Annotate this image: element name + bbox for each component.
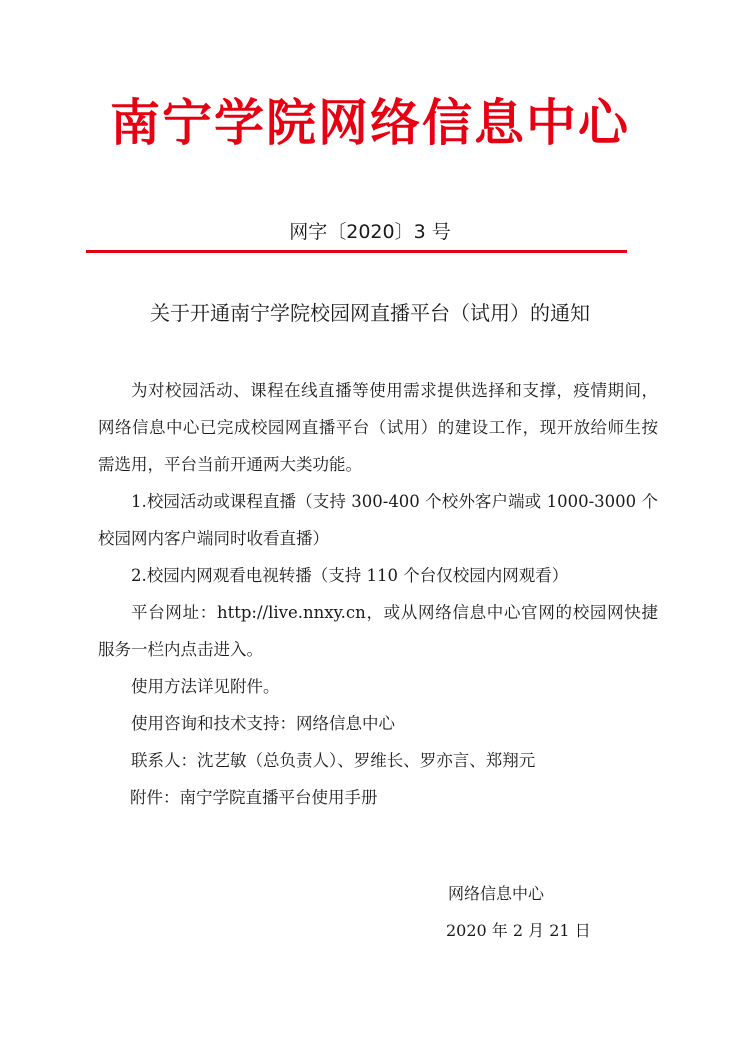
body-paragraph-platform-url: 平台网址：http://live.nnxy.cn，或从网络信息中心官网的校园网快捷服务一栏内点击进入。 xyxy=(98,603,658,659)
document-title: 关于开通南宁学院校园网直播平台（试用）的通知 xyxy=(150,301,590,325)
body-paragraph-contacts: 联系人：沈艺敏（总负责人）、罗维长、罗亦言、郑翔元 xyxy=(131,751,536,770)
masthead-org-name: 南宁学院网络信息中心 xyxy=(110,94,630,152)
body-paragraph-feature-2: 2.校园内网观看电视转播（支持 110 个台仅校园内网观看） xyxy=(131,566,569,585)
document-body xyxy=(98,372,658,816)
body-paragraph-feature-1: 1.校园活动或课程直播（支持 300-400 个校外客户端或 1000-3000 个校园网内客户端同时收看直播） xyxy=(98,492,658,548)
signature-block xyxy=(448,875,591,949)
body-paragraph-support: 使用咨询和技术支持：网络信息中心 xyxy=(131,714,395,733)
red-divider-line xyxy=(86,250,627,253)
body-paragraph-usage: 使用方法详见附件。 xyxy=(131,677,280,696)
signature-date: 2020 年 2 月 21 日 xyxy=(446,921,591,940)
body-paragraph-intro: 为对校园活动、课程在线直播等使用需求提供选择和支撑，疫情期间，网络信息中心已完成校园网直播平台（试用）的建设工作，现开放给师生按需选用，平台当前开通两大类功能。 xyxy=(98,381,658,474)
body-paragraph-attachment: 附件：南宁学院直播平台使用手册 xyxy=(130,788,378,807)
signature-issuer: 网络信息中心 xyxy=(448,884,545,903)
document-number: 网字〔2020〕3 号 xyxy=(289,221,451,243)
